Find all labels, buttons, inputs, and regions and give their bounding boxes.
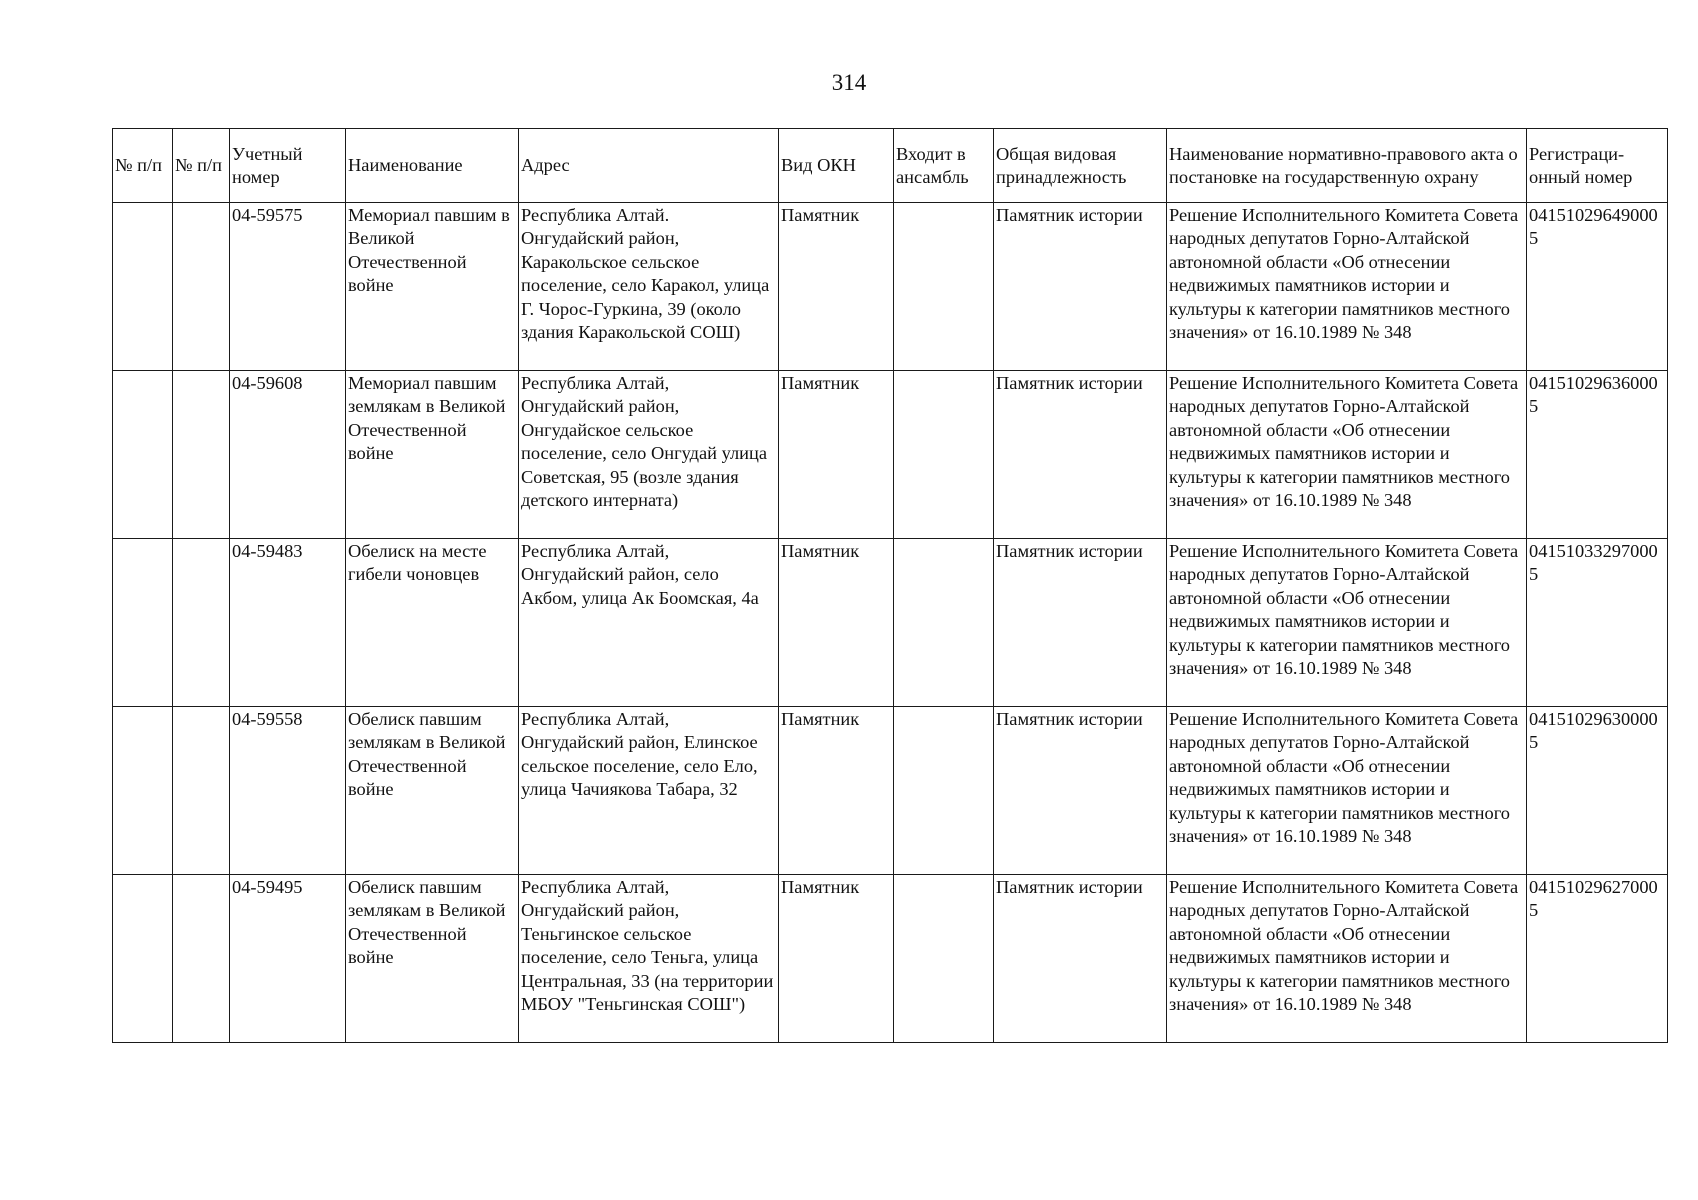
header-address: Адрес	[519, 129, 779, 203]
cell-type: Памятник	[779, 875, 894, 1043]
cell-category: Памятник истории	[994, 707, 1167, 875]
cell-address: Республика Алтай, Онгудайский район, Елинское сельское поселение, село Ело, улица Чачиякова Табара, 32	[519, 707, 779, 875]
cell-type: Памятник	[779, 203, 894, 371]
cell-account-number: 04-59558	[230, 707, 346, 875]
table-header-row	[113, 129, 1668, 203]
cell-account-number: 04-59483	[230, 539, 346, 707]
header-account-number: Учетный номер	[230, 129, 346, 203]
table-row	[113, 539, 1668, 707]
cell-registration-number: 041510296360005	[1527, 371, 1668, 539]
cell-ensemble	[894, 707, 994, 875]
header-num-1: № п/п	[113, 129, 173, 203]
cell-category: Памятник истории	[994, 875, 1167, 1043]
header-type: Вид ОКН	[779, 129, 894, 203]
cell-ensemble	[894, 875, 994, 1043]
header-ensemble: Входит в ансамбль	[894, 129, 994, 203]
cell-num-1	[113, 203, 173, 371]
cell-account-number: 04-59575	[230, 203, 346, 371]
cell-category: Памятник истории	[994, 203, 1167, 371]
cell-legal-act: Решение Исполнительного Комитета Совета народных депутатов Горно-Алтайской автономной области «Об отнесении недвижимых памятников истории и культуры к категории памятников местного значения» от 16.10.1989 № 348	[1167, 371, 1527, 539]
table-row	[113, 707, 1668, 875]
cell-name: Обелиск павшим землякам в Великой Отечественной войне	[346, 875, 519, 1043]
cell-category: Памятник истории	[994, 371, 1167, 539]
cell-ensemble	[894, 371, 994, 539]
cell-name: Обелиск на месте гибели чоновцев	[346, 539, 519, 707]
cell-address: Республика Алтай, Онгудайский район, село Акбом, улица Ак Боомская, 4а	[519, 539, 779, 707]
cell-num-2	[173, 203, 230, 371]
table-row	[113, 203, 1668, 371]
cell-ensemble	[894, 203, 994, 371]
cell-address: Республика Алтай. Онгудайский район, Каракольское сельское поселение, село Каракол, улица Г. Чорос-Гуркина, 39 (около здания Каракольской СОШ)	[519, 203, 779, 371]
page-number: 314	[831, 70, 867, 95]
header-name: Наименование	[346, 129, 519, 203]
header-category: Общая видовая принадлежность	[994, 129, 1167, 203]
cell-registration-number: 041510296300005	[1527, 707, 1668, 875]
header-num-2: № п/п	[173, 129, 230, 203]
cell-type: Памятник	[779, 539, 894, 707]
table-row	[113, 875, 1668, 1043]
cell-num-1	[113, 875, 173, 1043]
cell-num-1	[113, 539, 173, 707]
cell-name: Мемориал павшим в Великой Отечественной войне	[346, 203, 519, 371]
cell-num-2	[173, 371, 230, 539]
table-row	[113, 371, 1668, 539]
cell-registration-number: 041510296270005	[1527, 875, 1668, 1043]
cell-num-2	[173, 707, 230, 875]
heritage-registry-table	[112, 128, 1668, 1043]
header-registration-number: Регистраци-онный номер	[1527, 129, 1668, 203]
cell-address: Республика Алтай, Онгудайский район, Онгудайское сельское поселение, село Онгудай улица Советская, 95 (возле здания детского интерната)	[519, 371, 779, 539]
cell-legal-act: Решение Исполнительного Комитета Совета народных депутатов Горно-Алтайской автономной области «Об отнесении недвижимых памятников истории и культуры к категории памятников местного значения» от 16.10.1989 № 348	[1167, 707, 1527, 875]
cell-ensemble	[894, 539, 994, 707]
cell-num-1	[113, 371, 173, 539]
cell-name: Обелиск павшим землякам в Великой Отечественной войне	[346, 707, 519, 875]
cell-category: Памятник истории	[994, 539, 1167, 707]
cell-account-number: 04-59608	[230, 371, 346, 539]
cell-registration-number: 041510332970005	[1527, 539, 1668, 707]
cell-type: Памятник	[779, 707, 894, 875]
cell-num-2	[173, 539, 230, 707]
cell-type: Памятник	[779, 371, 894, 539]
cell-legal-act: Решение Исполнительного Комитета Совета народных депутатов Горно-Алтайской автономной области «Об отнесении недвижимых памятников истории и культуры к категории памятников местного значения» от 16.10.1989 № 348	[1167, 539, 1527, 707]
cell-legal-act: Решение Исполнительного Комитета Совета народных депутатов Горно-Алтайской автономной области «Об отнесении недвижимых памятников истории и культуры к категории памятников местного значения» от 16.10.1989 № 348	[1167, 875, 1527, 1043]
cell-legal-act: Решение Исполнительного Комитета Совета народных депутатов Горно-Алтайской автономной области «Об отнесении недвижимых памятников истории и культуры к категории памятников местного значения» от 16.10.1989 № 348	[1167, 203, 1527, 371]
cell-name: Мемориал павшим землякам в Великой Отечественной войне	[346, 371, 519, 539]
cell-num-1	[113, 707, 173, 875]
cell-address: Республика Алтай, Онгудайский район, Теньгинское сельское поселение, село Теньга, улица Центральная, 33 (на территории МБОУ "Теньгинская СОШ")	[519, 875, 779, 1043]
cell-num-2	[173, 875, 230, 1043]
cell-registration-number: 041510296490005	[1527, 203, 1668, 371]
header-legal-act: Наименование нормативно-правового акта о постановке на государственную охрану	[1167, 129, 1527, 203]
cell-account-number: 04-59495	[230, 875, 346, 1043]
